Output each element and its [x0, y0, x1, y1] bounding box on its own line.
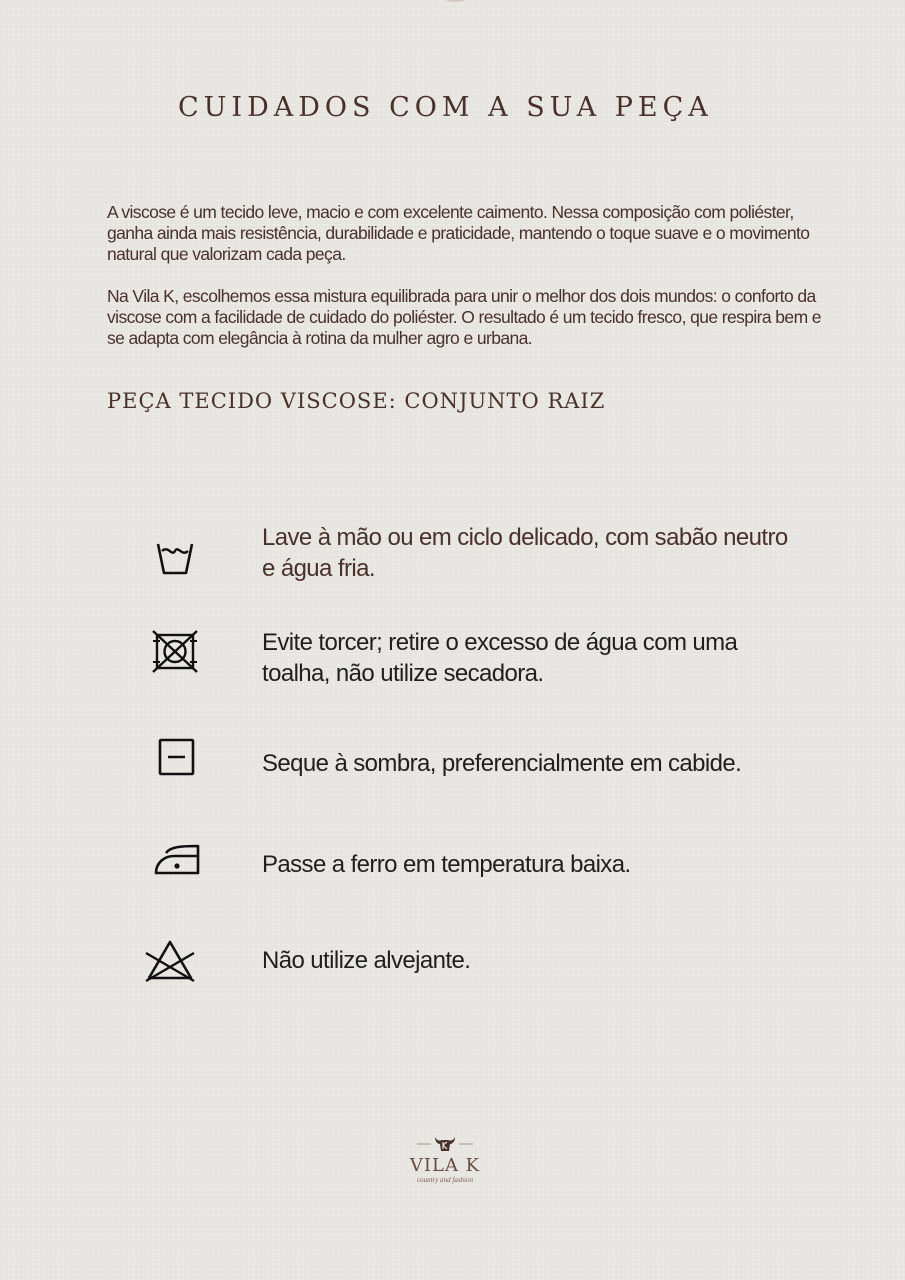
no-tumble-dry-no-wring-icon: [148, 627, 204, 675]
bull-head-icon: [413, 1132, 477, 1154]
iron-low-icon: [150, 839, 206, 887]
care-text-shade-dry: Seque à sombra, preferencialmente em cabide.: [262, 750, 742, 777]
brand-name: VILA K: [409, 1155, 481, 1176]
intro-paragraph-1: A viscose é um tecido leve, macio e com excelente caimento. Nessa composição com poliéster, ganha ainda mais resistência, durabilidade e praticidade, mantendo o toque suave e o movimento natural que valorizam cada peça.: [107, 202, 810, 264]
care-text-hand-wash: Lave à mão ou em ciclo delicado, com sabão neutro e água fria.: [262, 524, 788, 582]
care-text-no-tumble-dry: Evite torcer; retire o excesso de água com uma toalha, não utilize secadora.: [262, 629, 738, 687]
top-decoration: [440, 0, 470, 2]
brand-tagline: country and fashion: [417, 1176, 473, 1184]
intro-paragraph-2: Na Vila K, escolhemos essa mistura equilibrada para unir o melhor dos dois mundos: o conforto da viscose com a facilidade de cuidado do poliéster. O resultado é um tecido fresco, que respira bem e se adapta com elegância à rotina da mulher agro e urbana.: [107, 286, 821, 348]
section-title: PEÇA TECIDO VISCOSE: CONJUNTO RAIZ: [107, 389, 606, 413]
intro-text: [107, 202, 835, 370]
brand-logo: [390, 1132, 500, 1198]
care-text-no-bleach: Não utilize alvejante.: [262, 947, 471, 974]
shade-dry-icon: [148, 734, 204, 782]
no-bleach-icon: [143, 937, 199, 985]
page-title: CUIDADOS COM A SUA PEÇA: [178, 92, 713, 123]
care-text-iron: Passe a ferro em temperatura baixa.: [262, 851, 631, 878]
hand-wash-icon: [148, 536, 204, 584]
